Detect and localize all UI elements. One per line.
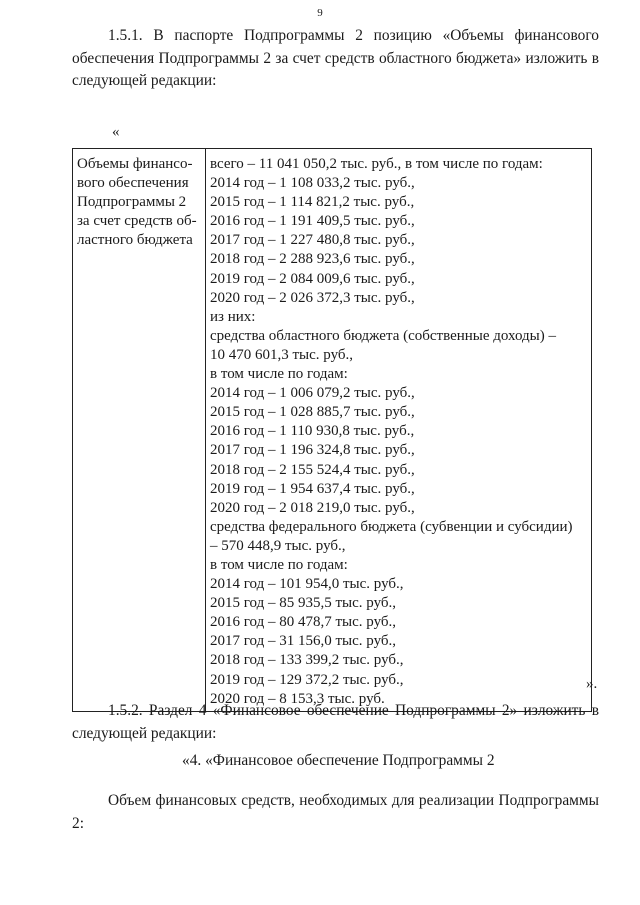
label-line: ластного бюджета (77, 232, 193, 249)
value-line: 2017 год – 1 196 324,8 тыс. руб., (210, 442, 415, 459)
value-line: 2018 год – 133 399,2 тыс. руб., (210, 652, 404, 669)
value-line: 2019 год – 129 372,2 тыс. руб., (210, 671, 404, 688)
value-line: 2018 год – 2 288 923,6 тыс. руб., (210, 251, 415, 268)
label-line: Подпрограммы 2 (77, 194, 187, 211)
value-line: в том числе по годам: (210, 366, 348, 383)
label-line: Объемы финансо- (77, 156, 193, 172)
value-line: 2016 год – 1 191 409,5 тыс. руб., (210, 213, 415, 230)
passport-table (72, 148, 592, 712)
value-line: 2014 год – 101 954,0 тыс. руб., (210, 576, 404, 593)
value-line: 2014 год – 1 108 033,2 тыс. руб., (210, 175, 415, 192)
value-line: 2015 год – 1 114 821,2 тыс. руб., (210, 194, 415, 211)
section-heading: «4. «Финансовое обеспечение Подпрограммы 2 (182, 752, 495, 769)
value-line: 2014 год – 1 006 079,2 тыс. руб., (210, 385, 415, 402)
value-line: 2015 год – 85 935,5 тыс. руб., (210, 595, 397, 612)
page-number: 9 (317, 7, 323, 19)
value-line: средства областного бюджета (собственные доходы) – (210, 327, 557, 344)
opening-quote: « (112, 124, 120, 140)
value-line: 2020 год – 8 153,3 тыс. руб. (210, 690, 385, 707)
closing-quote: ». (586, 676, 598, 692)
value-line: – 570 448,9 тыс. руб., (210, 537, 346, 554)
value-line: в том числе по годам: (210, 556, 348, 573)
paragraph-1-5-2: 1.5.2. Раздел 4 «Финансовое обеспечение Подпрограммы 2» изложить в следующей редакции: (72, 702, 599, 742)
value-cell (206, 149, 592, 712)
value-line: 2017 год – 1 227 480,8 тыс. руб., (210, 232, 415, 249)
value-line: 2018 год – 2 155 524,4 тыс. руб., (210, 461, 415, 478)
value-line: всего – 11 041 050,2 тыс. руб., в том числе по годам: (210, 156, 543, 172)
value-line: средства федерального бюджета (субвенции и субсидии) (210, 518, 573, 535)
label-line: за счет средств об- (77, 213, 197, 230)
value-line: 2020 год – 2 026 372,3 тыс. руб., (210, 289, 415, 306)
paragraph-1-5-1: 1.5.1. В паспорте Подпрограммы 2 позицию «Объемы финансового обеспечения Подпрограммы 2 за счет средств областного бюджета» изложить в следующей редакции: (72, 27, 599, 89)
value-line: 2016 год – 1 110 930,8 тыс. руб., (210, 423, 415, 440)
value-line: 2016 год – 80 478,7 тыс. руб., (210, 614, 397, 631)
table-row (73, 149, 592, 712)
paragraph-funding-volume: Объем финансовых средств, необходимых для реализации Подпрограммы 2: (72, 792, 599, 832)
label-line: вого обеспечения (77, 175, 189, 192)
value-line: 2020 год – 2 018 219,0 тыс. руб., (210, 499, 415, 516)
value-line: 2017 год – 31 156,0 тыс. руб., (210, 633, 397, 650)
label-cell (73, 149, 206, 712)
value-line: 2019 год – 2 084 009,6 тыс. руб., (210, 270, 415, 287)
value-line: из них: (210, 308, 256, 325)
value-line: 2015 год – 1 028 885,7 тыс. руб., (210, 404, 415, 421)
value-line: 10 470 601,3 тыс. руб., (210, 346, 354, 363)
value-line: 2019 год – 1 954 637,4 тыс. руб., (210, 480, 415, 497)
